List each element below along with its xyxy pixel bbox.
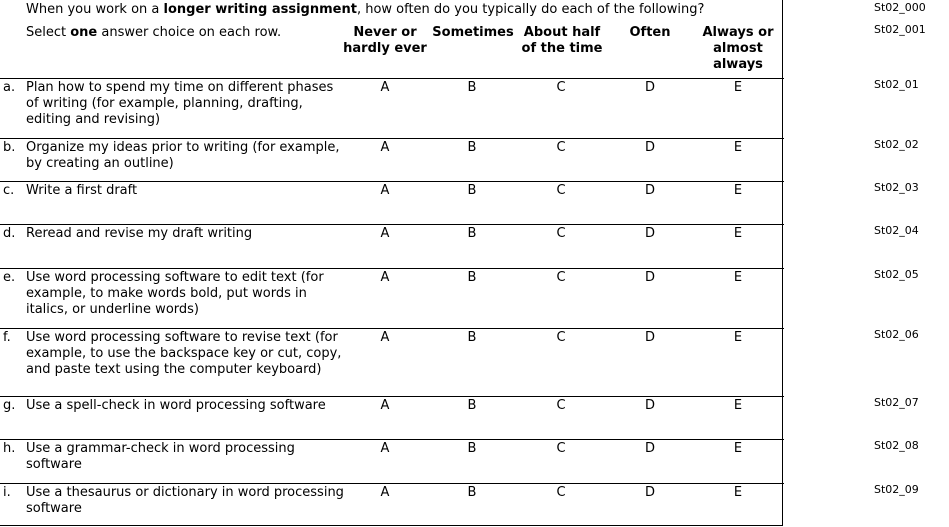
answer-option-e[interactable]: E [733,330,743,345]
answer-option-d[interactable]: D [644,330,655,345]
row-divider [0,483,784,484]
item-code: St02_000 [874,1,926,14]
row-letter: c. [3,183,15,198]
answer-option-e[interactable]: E [733,183,743,198]
answer-option-d[interactable]: D [644,270,655,285]
item-code: St02_001 [874,23,926,36]
question-text: Use a grammar-check in word processing software [26,441,295,472]
row-divider [0,224,784,225]
answer-option-a[interactable]: A [380,140,390,155]
answer-option-c[interactable]: C [556,183,566,198]
row-letter: b. [3,140,16,155]
row-divider [0,328,784,329]
row-letter: a. [3,80,16,95]
column-header-never: Never or hardly ever [343,25,427,56]
answer-option-c[interactable]: C [556,485,566,500]
row-divider [0,268,784,269]
answer-option-b[interactable]: B [467,226,477,241]
column-header-about-half: About half of the time [521,25,603,56]
intro-text: When you work on a longer writing assignment, how often do you typically do each of the following? [26,2,705,17]
row-divider [0,78,784,79]
answer-option-a[interactable]: A [380,485,390,500]
answer-option-c[interactable]: C [556,226,566,241]
answer-option-b[interactable]: B [467,140,477,155]
answer-option-e[interactable]: E [733,398,743,413]
item-code: St02_02 [874,138,919,151]
answer-option-c[interactable]: C [556,80,566,95]
row-divider [0,439,784,440]
answer-option-c[interactable]: C [556,398,566,413]
row-letter: e. [3,270,16,285]
answer-option-a[interactable]: A [380,330,390,345]
row-divider [0,138,784,139]
answer-option-b[interactable]: B [467,270,477,285]
row-letter: g. [3,398,16,413]
item-code: St02_03 [874,181,919,194]
answer-option-d[interactable]: D [644,140,655,155]
item-code: St02_04 [874,224,919,237]
item-code: St02_08 [874,439,919,452]
answer-option-a[interactable]: A [380,183,390,198]
answer-option-d[interactable]: D [644,226,655,241]
item-code: St02_01 [874,78,919,91]
item-code: St02_09 [874,483,919,496]
answer-option-c[interactable]: C [556,140,566,155]
answer-option-b[interactable]: B [467,398,477,413]
answer-option-d[interactable]: D [644,183,655,198]
answer-option-a[interactable]: A [380,441,390,456]
answer-option-e[interactable]: E [733,80,743,95]
answer-option-c[interactable]: C [556,330,566,345]
answer-option-c[interactable]: C [556,270,566,285]
answer-option-d[interactable]: D [644,485,655,500]
column-header-sometimes: Sometimes [432,25,514,40]
answer-option-b[interactable]: B [467,80,477,95]
answer-option-b[interactable]: B [467,485,477,500]
answer-option-a[interactable]: A [380,270,390,285]
question-text: Write a first draft [26,183,138,198]
answer-option-d[interactable]: D [644,441,655,456]
row-divider [0,396,784,397]
row-letter: h. [3,441,16,456]
answer-option-b[interactable]: B [467,330,477,345]
answer-option-c[interactable]: C [556,441,566,456]
answer-option-b[interactable]: B [467,183,477,198]
question-text: Use word processing software to revise text (for example, to use the backspace key or cut, copy, and paste text using the computer keyboard) [26,330,342,377]
row-letter: i. [3,485,11,500]
item-code: St02_06 [874,328,919,341]
answer-option-e[interactable]: E [733,270,743,285]
answer-option-e[interactable]: E [733,441,743,456]
question-text: Organize my ideas prior to writing (for example, by creating an outline) [26,140,340,171]
answer-option-d[interactable]: D [644,80,655,95]
question-text: Use a thesaurus or dictionary in word processing software [26,485,344,516]
row-letter: f. [3,330,11,345]
answer-option-e[interactable]: E [733,140,743,155]
answer-option-a[interactable]: A [380,398,390,413]
question-text: Use a spell-check in word processing software [26,398,326,413]
answer-option-a[interactable]: A [380,80,390,95]
item-code: St02_07 [874,396,919,409]
question-text: Reread and revise my draft writing [26,226,253,241]
column-header-always: Always or almost always [702,25,774,72]
answer-option-e[interactable]: E [733,226,743,241]
column-header-often: Often [629,25,671,40]
answer-option-e[interactable]: E [733,485,743,500]
question-text: Plan how to spend my time on different phases of writing (for example, planning, drafting, editing and revising) [26,80,334,127]
answer-option-b[interactable]: B [467,441,477,456]
question-text: Use word processing software to edit text (for example, to make words bold, put words in italics, or underline words) [26,270,324,317]
row-letter: d. [3,226,16,241]
item-code: St02_05 [874,268,919,281]
row-divider [0,181,784,182]
instruction-text: Select one answer choice on each row. [26,25,282,40]
answer-option-a[interactable]: A [380,226,390,241]
answer-option-d[interactable]: D [644,398,655,413]
